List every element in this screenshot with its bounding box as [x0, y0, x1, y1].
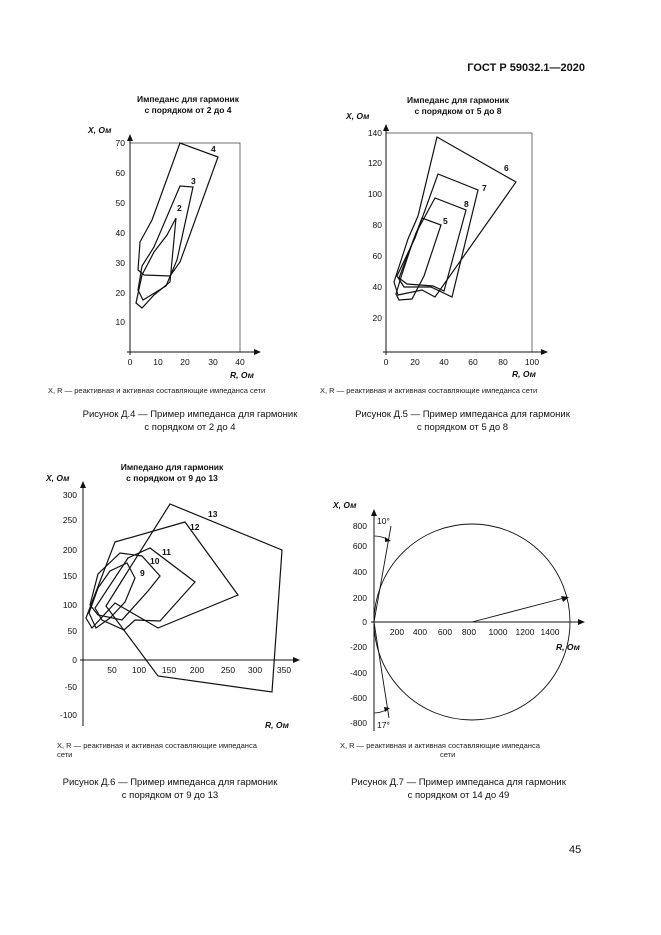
- figure-d6-ytick: 0: [72, 655, 77, 665]
- figure-d6-xtick: 250: [220, 665, 236, 675]
- figure-d7-note-line2: сети: [440, 750, 456, 759]
- figure-d5-polygon-6: [394, 137, 516, 297]
- figure-d7-ylabel: X, Ом: [333, 500, 357, 510]
- figure-d5-curve-label: 6: [504, 163, 509, 173]
- figure-d4-curve-label: 4: [211, 144, 216, 154]
- figure-d5-chart: [340, 90, 550, 380]
- figure-d6-title-line2: с порядком от 9 до 13: [126, 473, 218, 483]
- figure-d7-y-arrow: [371, 509, 377, 516]
- figure-d4-ytick: 40: [115, 228, 125, 238]
- figure-d7-ytick: -400: [349, 668, 367, 678]
- figure-d4-y-arrow: [127, 134, 133, 141]
- figure-d5-x-arrow: [541, 349, 548, 355]
- figure-d6-note-line1: X, R — реактивная и активная составляющие импеданса: [57, 741, 257, 750]
- figure-d5-title-line2: с порядком от 5 до 8: [414, 106, 502, 116]
- figure-d4-ytick: 10: [115, 317, 125, 327]
- figure-d4-xtick: 0: [127, 357, 133, 367]
- figure-d5-ytick: 120: [367, 158, 382, 168]
- figure-d5-xlabel: R, Ом: [512, 369, 536, 379]
- figure-d6-ytick: 300: [62, 490, 77, 500]
- figure-d7-ytick: 200: [352, 593, 367, 603]
- figure-d7-ytick: -600: [349, 693, 367, 703]
- figure-d5-xtick: 60: [468, 357, 478, 367]
- figure-d4-polygon-2: [136, 218, 176, 308]
- figure-d7-xtick: 800: [461, 627, 477, 637]
- figure-d6-ytick: -100: [59, 710, 77, 720]
- figure-d4-x-arrow: [254, 349, 261, 355]
- figure-d6-ytick: 250: [62, 515, 77, 525]
- figure-d5-polygon-5: [396, 218, 441, 300]
- figure-d4-xlabel: R, Ом: [230, 370, 254, 380]
- figure-d6-ylabel: X, Ом: [46, 473, 70, 483]
- figure-d4-curve-label: 3: [191, 176, 196, 186]
- figure-d5-curve-label: 7: [482, 183, 487, 193]
- figure-d7-ytick: 400: [352, 567, 367, 577]
- figure-d6-xtick: 100: [131, 665, 147, 675]
- figure-d4-curve-label: 2: [177, 203, 182, 213]
- figure-d7-xtick: 1400: [540, 627, 560, 637]
- page-number: 45: [569, 844, 582, 856]
- figure-d7-xtick: 200: [389, 627, 405, 637]
- standard-designation: ГОСТ Р 59032.1—2020: [467, 62, 585, 74]
- figure-d7-chart: [330, 495, 590, 745]
- figure-d6-note-line2: сети: [57, 750, 73, 759]
- figure-d7-upper-angle-arrow: [385, 537, 391, 542]
- figure-d7-xtick: 1000: [488, 627, 508, 637]
- figure-d6-note: [57, 741, 257, 759]
- figure-d6-ytick: 200: [62, 545, 77, 555]
- figure-d4-xtick: 20: [180, 357, 190, 367]
- figure-d7-note: [340, 741, 540, 759]
- figure-d5-note: X, R — реактивная и активная составляющие импеданса сети: [320, 386, 538, 395]
- figure-d5-ytick: 100: [367, 189, 382, 199]
- figure-d7-ytick: 0: [362, 617, 367, 627]
- figure-d7-x-arrow: [578, 619, 585, 625]
- figure-d6-curve-label: 9: [140, 568, 145, 578]
- figure-d5-xtick: 100: [524, 357, 540, 367]
- figure-d5-xtick: 20: [410, 357, 420, 367]
- figure-d4-ytick: 50: [115, 198, 125, 208]
- figure-d6-curve-label: 12: [190, 522, 200, 532]
- figure-d6-ytick: 150: [62, 571, 77, 581]
- figure-d7-angle-label-upper: 10°: [377, 516, 390, 526]
- figure-d6-xlabel: R, Ом: [265, 720, 289, 730]
- figure-d4-note: X, R — реактивная и активная составляющие импеданса сети: [48, 386, 266, 395]
- figure-d4-title-line1: Импеданс для гармоник: [136, 94, 240, 104]
- figure-d4-ytick: 20: [115, 288, 125, 298]
- figure-d6-polygon-13: [106, 504, 282, 692]
- figure-d6-xtick: 200: [189, 665, 205, 675]
- figure-d5-ytick: 80: [372, 220, 382, 230]
- figure-d6-ytick: 50: [67, 626, 77, 636]
- figure-d5-title-line1: Импеданс для гармоник: [406, 95, 510, 105]
- figure-d7-ytick: 800: [352, 521, 367, 531]
- figure-d6-xtick: 50: [107, 665, 117, 675]
- figure-d4-caption-line1: Рисунок Д.4 — Пример импеданса для гармоник: [82, 409, 298, 420]
- figure-d5-ylabel: X, Ом: [346, 111, 370, 121]
- figure-d7-ytick: 600: [352, 541, 367, 551]
- figure-d4-caption-line2: с порядком от 2 до 4: [144, 422, 236, 433]
- figure-d4-xtick: 40: [235, 357, 245, 367]
- figure-d5-xtick: 40: [439, 357, 449, 367]
- figure-d6-y-arrow: [80, 481, 86, 488]
- figure-d7-caption-line2: с порядком от 14 до 49: [407, 790, 510, 801]
- figure-d7-caption: [326, 776, 591, 802]
- figure-d6-curve-label: 13: [208, 509, 218, 519]
- figure-d4-ytick: 70: [115, 138, 125, 148]
- figure-d6-ytick: -50: [64, 682, 77, 692]
- figure-d5-ytick: 60: [372, 251, 382, 261]
- figure-d7-caption-line1: Рисунок Д.7 — Пример импеданса для гармоник: [351, 777, 566, 788]
- figure-d5-plot-frame: [386, 133, 532, 352]
- figure-d6-ytick: 100: [62, 600, 77, 610]
- figure-d5-ytick: 40: [372, 282, 382, 292]
- figure-d7-xtick: 600: [437, 627, 453, 637]
- figure-d5-xtick: 80: [498, 357, 508, 367]
- figure-d4-xtick: 30: [208, 357, 218, 367]
- figure-d6-caption: [40, 776, 300, 802]
- figure-d5-curve-label: 8: [464, 199, 469, 209]
- figure-d6-xtick: 350: [276, 665, 292, 675]
- figure-d6-caption-line2: с порядком от 9 до 13: [121, 790, 219, 801]
- figure-d4-ytick: 60: [115, 168, 125, 178]
- figure-d6-chart: [40, 458, 310, 738]
- figure-d5-caption-line1: Рисунок Д.5 — Пример импеданса для гармоник: [355, 409, 570, 420]
- figure-d7-radius-vector: [472, 598, 564, 622]
- figure-d7-xtick: 1200: [515, 627, 535, 637]
- figure-d6-caption-line1: Рисунок Д.6 — Пример импеданса для гармоник: [62, 777, 278, 788]
- figure-d5-ytick: 140: [367, 128, 382, 138]
- figure-d5-xtick: 0: [383, 357, 389, 367]
- figure-d4-title-line2: с порядком от 2 до 4: [144, 105, 232, 115]
- figure-d4-xtick: 10: [153, 357, 163, 367]
- figure-d5-caption: [330, 408, 595, 434]
- figure-d5-curve-label: 5: [443, 216, 448, 226]
- figure-d6-curve-label: 11: [162, 547, 171, 557]
- figure-d6-title-line1: Импедано для гармоник: [120, 462, 224, 472]
- figure-d7-ytick: -800: [349, 718, 367, 728]
- figure-d4-chart: [80, 90, 270, 380]
- figure-d6-curve-label: 10: [150, 556, 160, 566]
- figure-d7-lower-angle-arrow: [384, 707, 390, 712]
- figure-d5-caption-line2: с порядком от 5 до 8: [416, 422, 509, 433]
- figure-d5-y-arrow: [383, 124, 389, 131]
- figure-d6-xtick: 300: [247, 665, 263, 675]
- figure-d4-ytick: 30: [115, 258, 125, 268]
- figure-d4-polygon-3: [138, 186, 193, 300]
- figure-d6-x-arrow: [293, 657, 300, 663]
- figure-d7-note-line1: X, R — реактивная и активная составляющие импеданса: [340, 741, 540, 750]
- figure-d6-xtick: 150: [161, 665, 177, 675]
- figure-d4-caption: [60, 408, 320, 434]
- figure-d6-polygon-12: [86, 522, 238, 628]
- figure-d7-ytick: -200: [349, 642, 367, 652]
- figure-d7-xlabel: R, Ом: [556, 642, 580, 652]
- figure-d7-angle-label-lower: 17°: [377, 720, 390, 730]
- figure-d4-ylabel: X, Ом: [88, 125, 112, 135]
- figure-d5-polygon-8: [399, 198, 466, 291]
- figure-d5-ytick: 20: [372, 313, 382, 323]
- figure-d7-xtick: 400: [412, 627, 428, 637]
